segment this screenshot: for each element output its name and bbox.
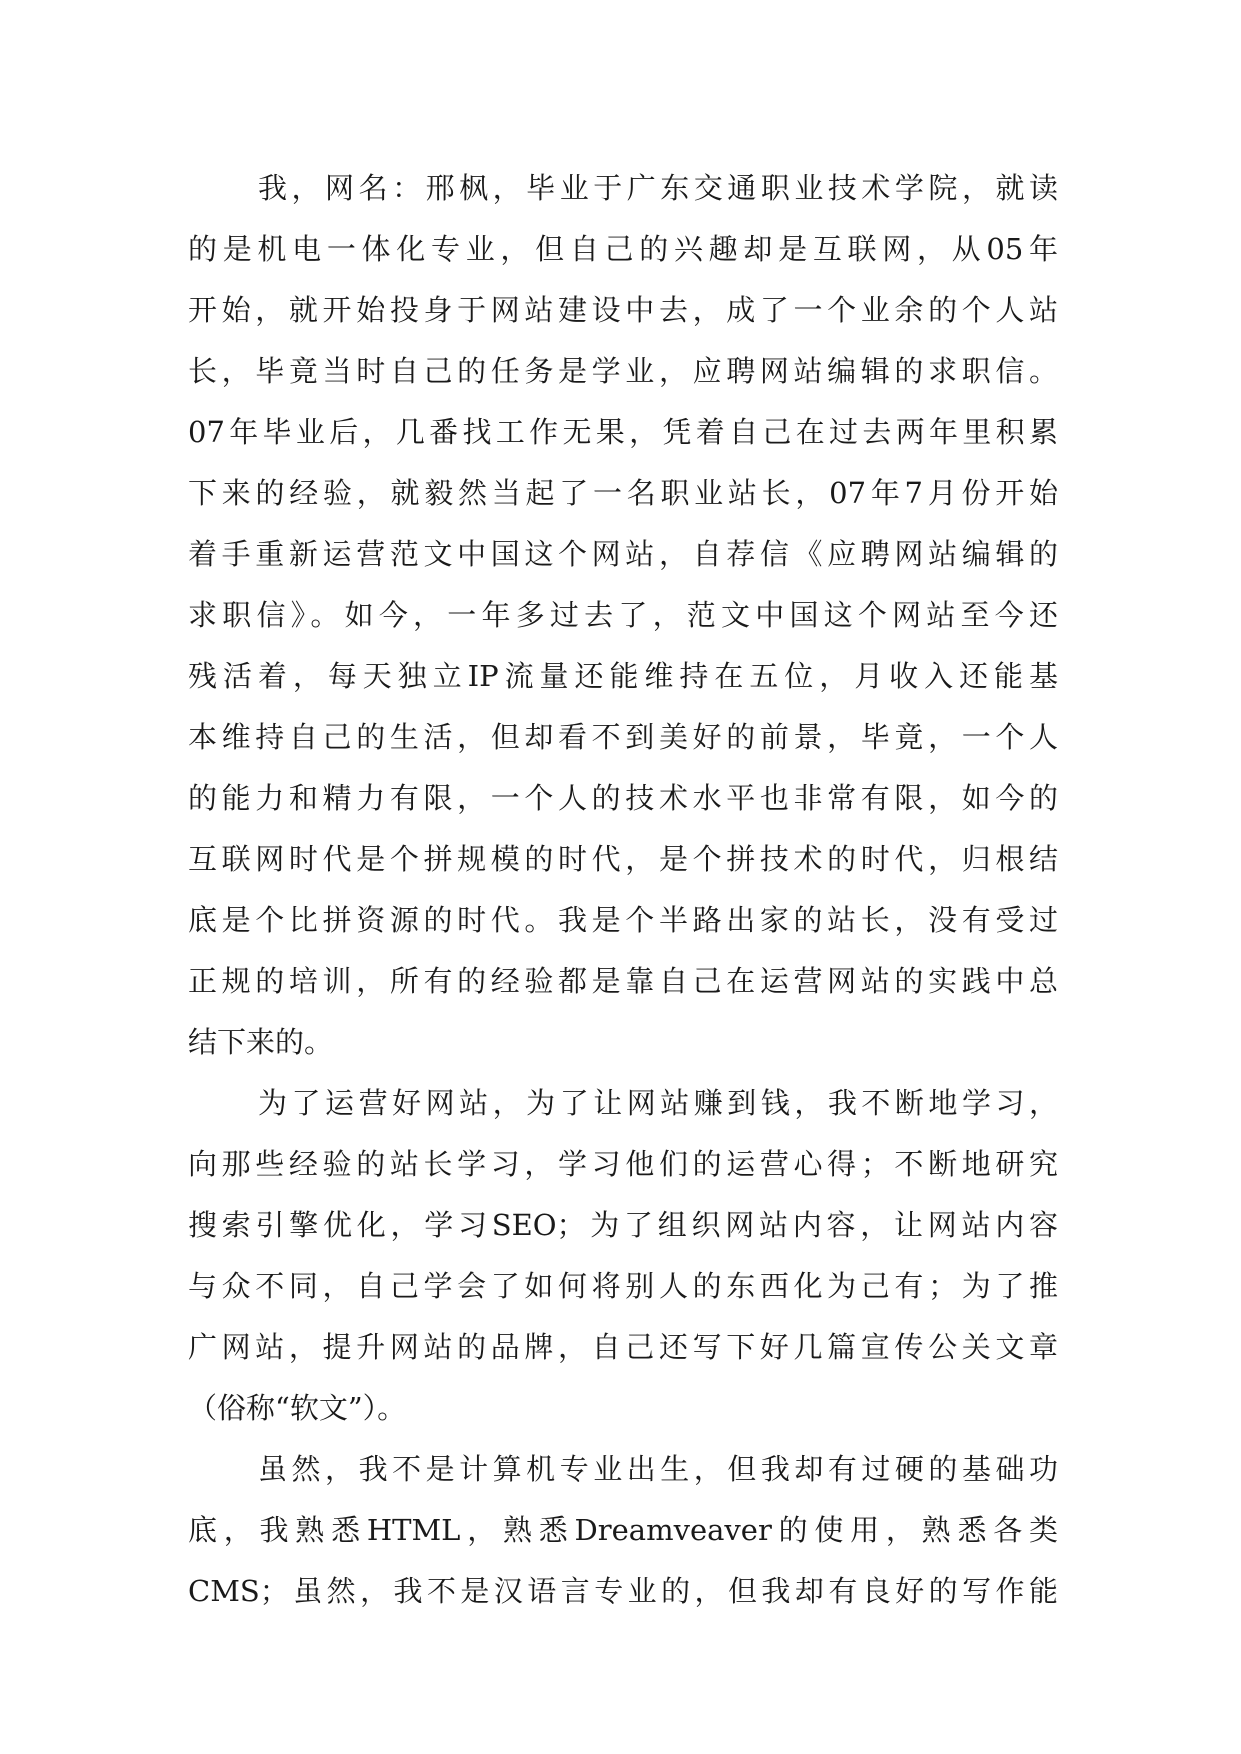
paragraph-1-line-7: 着手重新运营范文中国这个网站，自荐信《应聘网站编辑的 <box>188 537 1058 571</box>
paragraph-1-line-10: 本维持自己的生活，但却看不到美好的前景，毕竟，一个人 <box>188 720 1058 754</box>
document-body <box>188 158 1058 1622</box>
paragraph-2-line-4: 与众不同，自己学会了如何将别人的东西化为己有；为了推 <box>188 1269 1058 1303</box>
paragraph-1-line-11: 的能力和精力有限，一个人的技术水平也非常有限，如今的 <box>188 781 1058 815</box>
paragraph-2-line-3: 搜索引擎优化，学习SEO；为了组织网站内容，让网站内容 <box>188 1208 1058 1242</box>
paragraph-3-line-2: 底，我熟悉HTML，熟悉Dreamveaver的使用，熟悉各类 <box>188 1513 1058 1547</box>
paragraph-1-line-14: 正规的培训，所有的经验都是靠自己在运营网站的实践中总 <box>188 964 1058 998</box>
paragraph-2-line-5: 广网站，提升网站的品牌，自己还写下好几篇宣传公关文章 <box>188 1330 1058 1364</box>
paragraph-1-line-1: 我，网名：邢枫，毕业于广东交通职业技术学院，就读 <box>258 171 1058 205</box>
paragraph-1-line-13: 底是个比拼资源的时代。我是个半路出家的站长，没有受过 <box>188 903 1058 937</box>
paragraph-1-line-15: 结下来的。 <box>188 1025 334 1059</box>
paragraph-1-line-5: 07年毕业后，几番找工作无果，凭着自己在过去两年里积累 <box>188 415 1058 449</box>
paragraph-2-line-1: 为了运营好网站，为了让网站赚到钱，我不断地学习， <box>258 1086 1058 1120</box>
paragraph-1-line-4: 长，毕竟当时自己的任务是学业，应聘网站编辑的求职信。 <box>188 354 1058 388</box>
paragraph-1-line-12: 互联网时代是个拼规模的时代，是个拼技术的时代，归根结 <box>188 842 1058 876</box>
paragraph-1-line-2: 的是机电一体化专业，但自己的兴趣却是互联网，从05年 <box>188 232 1058 266</box>
paragraph-3-line-1: 虽然，我不是计算机专业出生，但我却有过硬的基础功 <box>258 1452 1058 1486</box>
paragraph-1-line-9: 残活着，每天独立IP流量还能维持在五位，月收入还能基 <box>188 659 1058 693</box>
paragraph-1-line-8: 求职信》。如今，一年多过去了，范文中国这个网站至今还 <box>188 598 1058 632</box>
paragraph-2-line-2: 向那些经验的站长学习，学习他们的运营心得；不断地研究 <box>188 1147 1058 1181</box>
paragraph-2-line-6: （俗称“软文”）。 <box>188 1391 407 1425</box>
paragraph-3-line-3: CMS；虽然，我不是汉语言专业的，但我却有良好的写作能 <box>188 1574 1058 1608</box>
paragraph-1-line-6: 下来的经验，就毅然当起了一名职业站长，07年7月份开始 <box>188 476 1058 510</box>
paragraph-1-line-3: 开始，就开始投身于网站建设中去，成了一个业余的个人站 <box>188 293 1058 327</box>
